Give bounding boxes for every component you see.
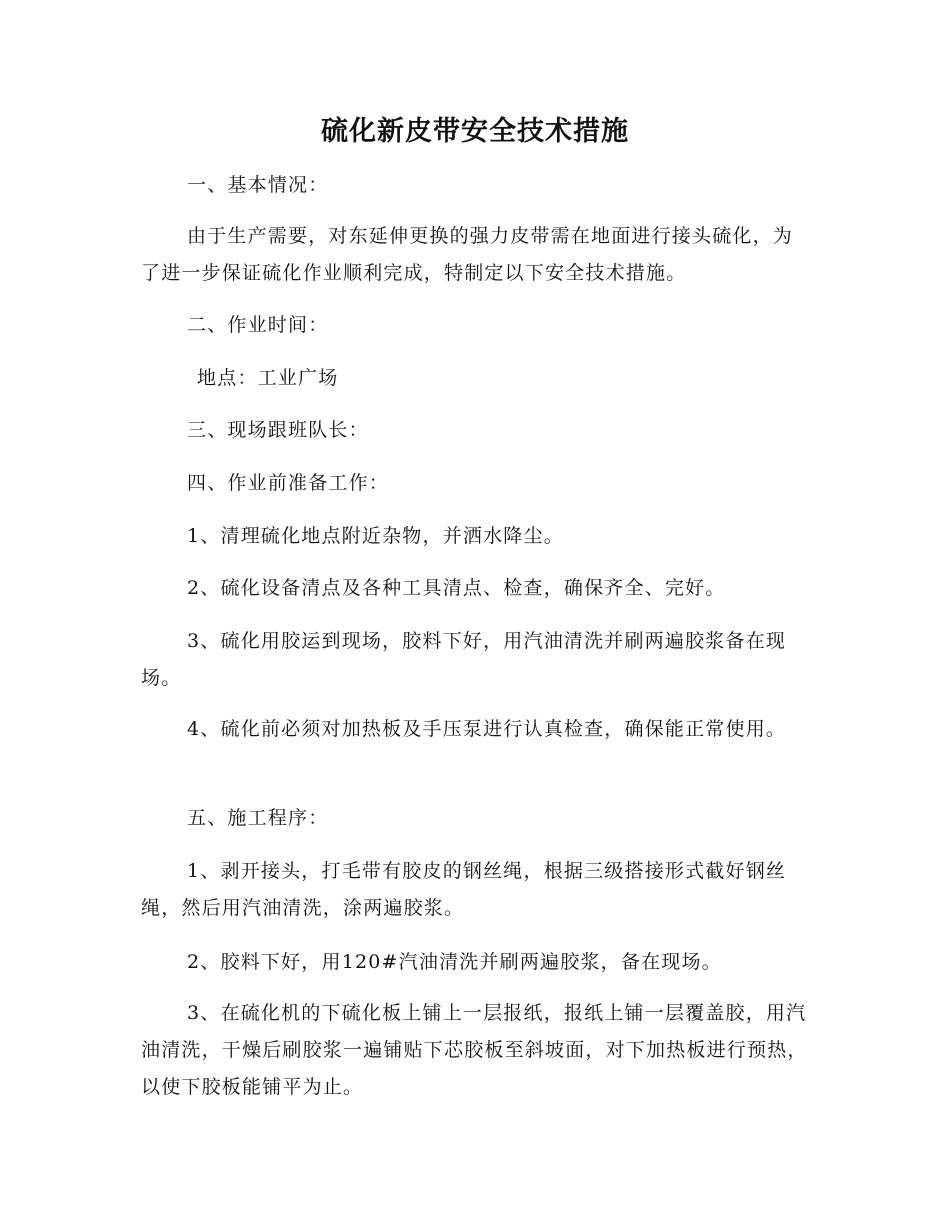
list-item-prep-1: 1、清理硫化地点附近杂物，并洒水降尘。 bbox=[187, 525, 564, 547]
paragraph-location: 地点：工业广场 bbox=[197, 367, 339, 389]
list-item-prep-3: 3、硫化用胶运到现场，胶料下好，用汽油清洗并刷两遍胶浆备在现场。 bbox=[141, 630, 787, 689]
section-heading-work-time: 二、作业时间： bbox=[187, 314, 329, 336]
list-item-procedure-3: 3、在硫化机的下硫化板上铺上一层报纸，报纸上铺一层覆盖胶，用汽油清洗，干燥后刷胶浆一遍铺贴下芯胶板至斜坡面，对下加热板进行预热，以使下胶板能铺平为止。 bbox=[141, 1002, 808, 1098]
list-item-procedure-2: 2、胶料下好，用120#汽油清洗并刷两遍胶浆，备在现场。 bbox=[187, 951, 722, 973]
list-item-prep-2: 2、硫化设备清点及各种工具清点、检查，确保齐全、完好。 bbox=[187, 577, 726, 599]
paragraph-background: 由于生产需要，对东延伸更换的强力皮带需在地面进行接头硫化，为了进一步保证硫化作业顺利完成，特制定以下安全技术措施。 bbox=[141, 225, 794, 284]
section-heading-basic-situation: 一、基本情况： bbox=[187, 174, 329, 196]
section-heading-preparation: 四、作业前准备工作： bbox=[187, 472, 390, 494]
section-heading-procedure: 五、施工程序： bbox=[187, 807, 329, 829]
document-title: 硫化新皮带安全技术措施 bbox=[321, 116, 629, 147]
section-heading-team-leader: 三、现场跟班队长： bbox=[187, 419, 369, 441]
list-item-procedure-1: 1、剥开接头，打毛带有胶皮的钢丝绳，根据三级搭接形式截好钢丝绳，然后用汽油清洗，涂两遍胶浆。 bbox=[141, 860, 787, 919]
list-item-prep-4: 4、硫化前必须对加热板及手压泵进行认真检查，确保能正常使用。 bbox=[187, 718, 787, 740]
